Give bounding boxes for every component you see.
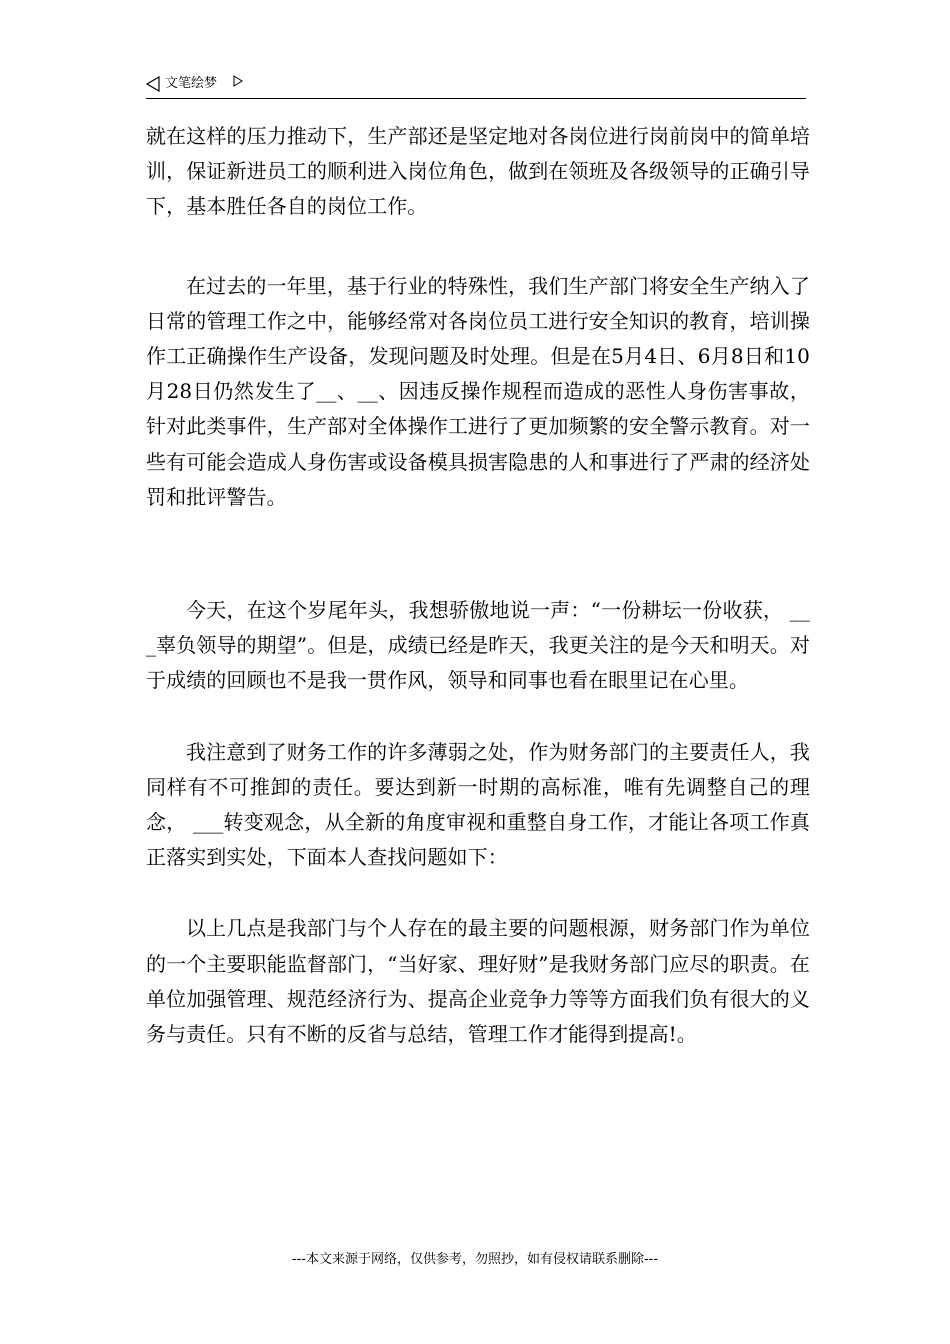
- footer-notice: ---本文来源于网络，仅供参考，勿照抄，如有侵权请联系删除---: [291, 1252, 659, 1267]
- triangle-left-icon: [146, 76, 160, 92]
- paragraph-4: 我注意到了财务工作的许多薄弱之处，作为财务部门的主要责任人，我同样有不可推卸的责任。要达到新一时期的高标准，唯有先调整自己的理念， ___转变观念，从全新的角度审视和重整自身工作，才能让各项工作真正落实到实处，下面本人查找问题如下：: [146, 739, 810, 870]
- document-body: [146, 119, 810, 1052]
- header-brand: 文笔绘梦: [165, 76, 218, 91]
- paragraph-3: 今天，在这个岁尾年头，我想骄傲地说一声：“一份耕坛一份收获， ___辜负领导的期望”。但是，成绩已经是昨天，我更关注的是今天和明天。对于成绩的回顾也不是我一贯作风，领导和同事也看在眼里记在心里。: [146, 598, 810, 693]
- paragraph-1: 就在这样的压力推动下，生产部还是坚定地对各岗位进行岗前岗中的简单培训，保证新进员工的顺利进入岗位角色，做到在领班及各级领导的正确引导下，基本胜任各自的岗位工作。: [146, 124, 810, 219]
- paragraph-5: 以上几点是我部门与个人存在的最主要的问题根源，财务部门作为单位的一个主要职能监督部门，“当好家、理好财”是我财务部门应尽的职责。在单位加强管理、规范经济行为、提高企业竞争力等等方面我们负有很大的义务与责任。只有不断的反省与总结，管理工作才能得到提高!。: [146, 916, 810, 1047]
- page-header: [146, 74, 806, 99]
- triangle-right-icon: [233, 75, 243, 87]
- paragraph-2: 在过去的一年里，基于行业的特殊性，我们生产部门将安全生产纳入了日常的管理工作之中，能够经常对各岗位员工进行安全知识的教育，培训操作工正确操作生产设备，发现问题及时处理。但是在5月4日、6月8日和10月28日仍然发生了__、__、因违反操作规程而造成的恶性人身伤害事故，针对此类事件，生产部对全体操作工进行了更加频繁的安全警示教育。对一些有可能会造成人身伤害或设备模具损害隐患的人和事进行了严肃的经济处罚和批评警告。: [146, 273, 810, 509]
